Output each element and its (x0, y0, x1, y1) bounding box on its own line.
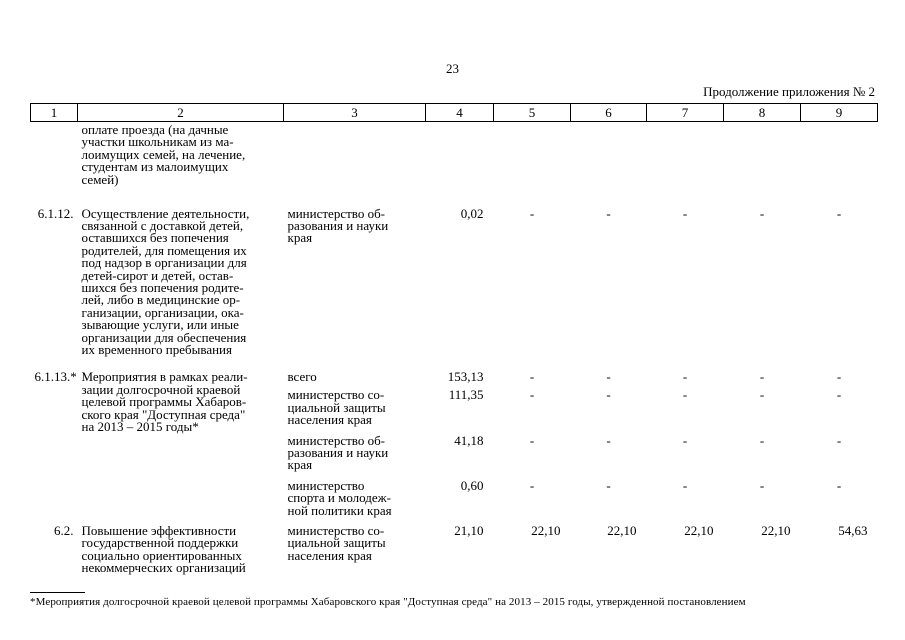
value-cell: 0,02 (460, 205, 484, 221)
value-cell: - (606, 205, 611, 221)
header-row (31, 104, 878, 122)
value-cell: 153,13 (447, 369, 484, 385)
value-cell: 0,60 (460, 477, 484, 493)
value-cell: - (759, 477, 765, 493)
value-cell: - (682, 369, 688, 385)
continuation-note: Продолжение приложения № 2 (703, 84, 875, 99)
value-cell: 22,10 (761, 523, 791, 539)
value-cell: 41,18 (454, 432, 484, 448)
value-cell: 111,35 (448, 387, 484, 403)
value-cell: - (836, 432, 842, 448)
value-cell: 22,10 (607, 523, 637, 539)
measure-description: оплате проезда (на дачные участки школьникам из ма- лоимущих семей, на лечение, студентам из малоимущих семей) (81, 122, 246, 187)
item-number: 6.1.13.* (34, 369, 77, 385)
executor: министерство об- разования и науки края (287, 432, 389, 473)
col-header: 5 (494, 104, 571, 122)
measure-description: Осуществление деятельности, связанной с доставкой детей, оставшихся без попечения родителей, для помещения их под надзор в организации для детей-сирот и детей, остав- шихся без попечения родите- лей, либо в медицинские ор- ганизации, организации, ока- зывающие услуги, или иные организации для обеспечения их временного пребывания (81, 205, 250, 357)
page-number: 23 (446, 61, 459, 76)
col-header: 3 (284, 104, 426, 122)
value-cell: - (759, 369, 765, 385)
value-cell: - (836, 205, 842, 221)
executor: всего (287, 369, 317, 385)
value-cell: - (759, 432, 765, 448)
value-cell: - (836, 387, 842, 403)
measure-description: Мероприятия в рамках реали- зации долгосрочной краевой целевой программы Хабаров- ского края "Доступная среда" на 2013 – 2015 годы* (81, 369, 248, 434)
value-cell: - (836, 477, 842, 493)
measure-description: Повышение эффективности государственной поддержки социально ориентированных некоммерческих организаций (81, 523, 246, 576)
value-cell: - (682, 432, 688, 448)
table-row (31, 196, 878, 364)
item-number: 6.1.12. (37, 205, 74, 221)
value-cell: - (606, 432, 611, 448)
item-number: 6.2. (54, 523, 74, 539)
col-header: 2 (78, 104, 284, 122)
col-header: 4 (426, 104, 494, 122)
col-header: 8 (724, 104, 801, 122)
executor: министерство со- циальной защиты населения края (287, 523, 386, 563)
value-cell: 22,10 (531, 523, 561, 539)
value-cell: 22,10 (684, 523, 714, 539)
col-header: 1 (31, 104, 78, 122)
value-cell: 21,10 (454, 523, 484, 539)
value-cell: - (682, 387, 688, 403)
value-cell: - (606, 387, 611, 403)
table-row (31, 122, 878, 196)
value-cell: - (759, 387, 765, 403)
value-cell: - (529, 205, 535, 221)
program-table (30, 103, 878, 575)
executor: министерство спорта и молодеж- ной политики края (287, 477, 392, 518)
value-cell: - (529, 477, 535, 493)
value-cell: - (606, 477, 611, 493)
footnote-separator (30, 592, 85, 593)
value-cell: - (836, 369, 842, 385)
col-header: 7 (647, 104, 724, 122)
value-cell: - (529, 387, 535, 403)
executor: министерство об- разования и науки края (287, 205, 389, 246)
value-cell: 54,63 (838, 523, 868, 539)
value-cell: - (529, 369, 535, 385)
table-row (31, 517, 878, 575)
value-cell: - (529, 432, 535, 448)
value-cell: - (682, 205, 688, 221)
value-cell: - (606, 369, 611, 385)
value-cell: - (682, 477, 688, 493)
table-row (31, 363, 878, 385)
col-header: 6 (571, 104, 647, 122)
executor: министерство со- циальной защиты населения края (287, 387, 386, 428)
value-cell: - (759, 205, 765, 221)
footnote: *Мероприятия долгосрочной краевой целевой программы Хабаровского края "Доступная среда" на 2013 – 2015 годы, утвержденной постановлением (30, 596, 746, 608)
col-header: 9 (801, 104, 878, 122)
